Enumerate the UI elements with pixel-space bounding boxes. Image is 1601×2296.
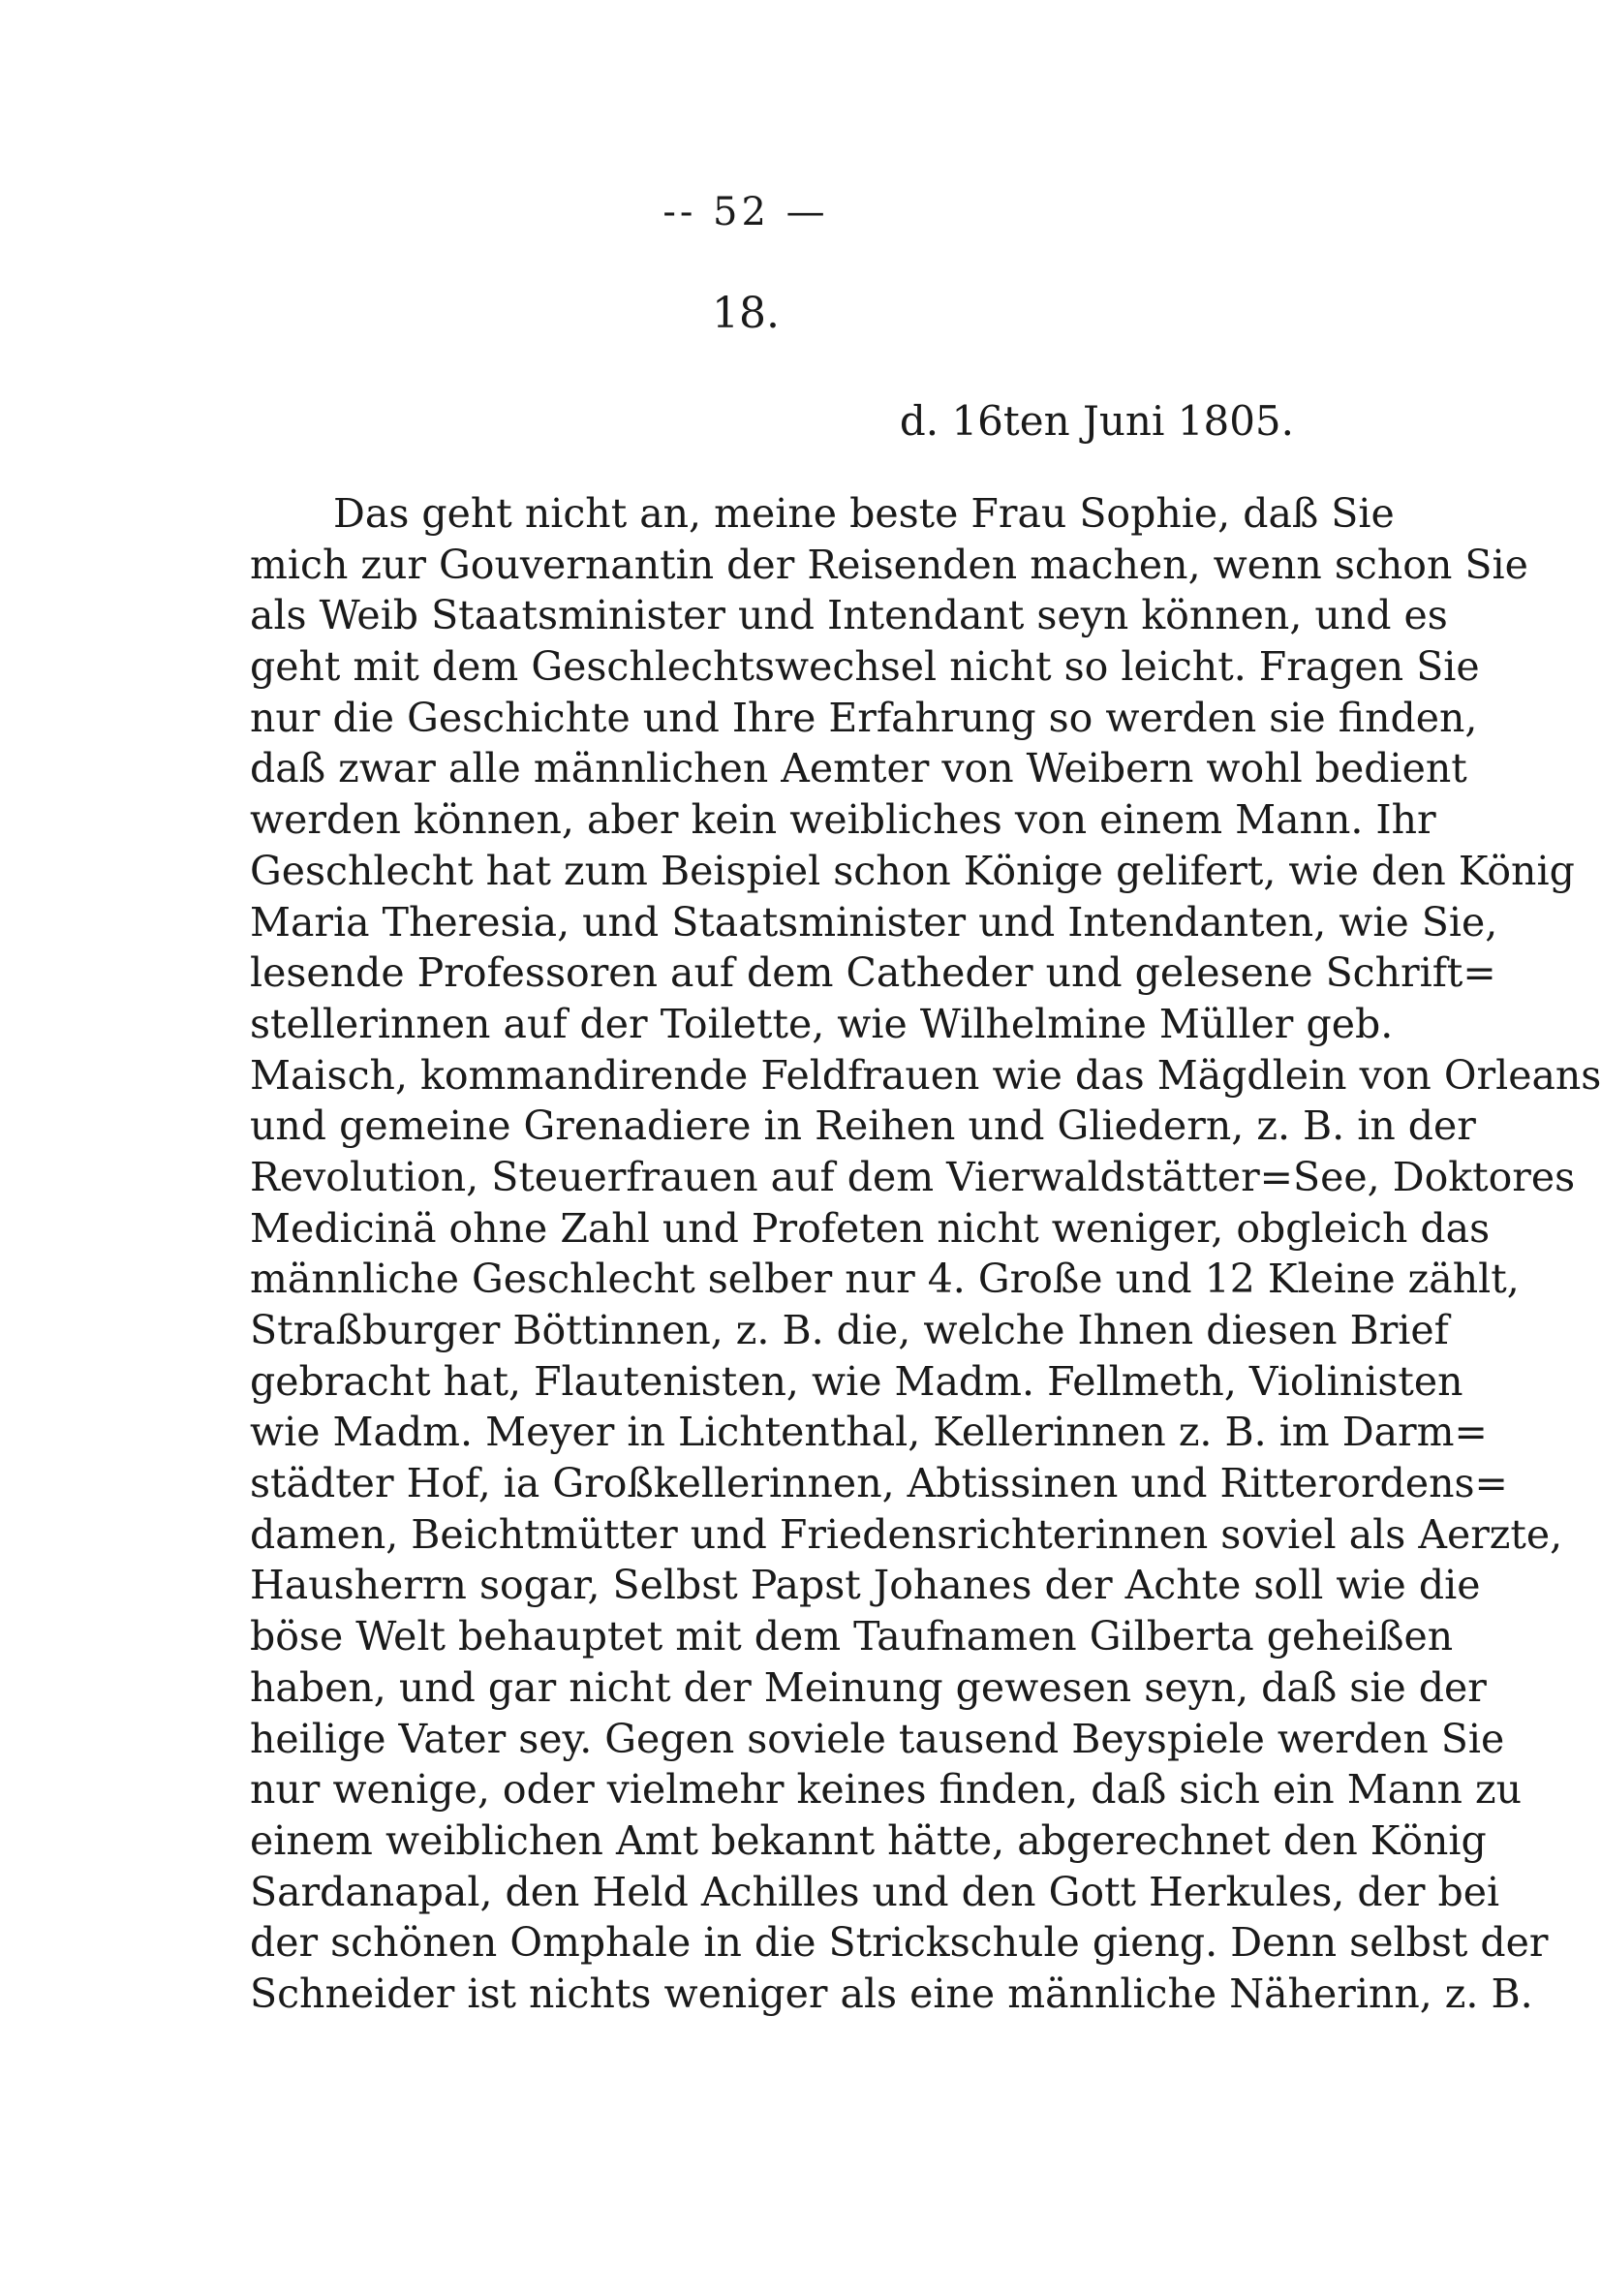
text-line: Medicinä ohne Zahl und Profeten nicht weniger, obgleich das [250,1204,1491,1252]
text-line: Das geht nicht an, meine beste Frau Sophie, daß Sie [333,490,1395,537]
text-line: geht mit dem Geschlechtswechsel nicht so leicht. Fragen Sie [250,643,1480,691]
text-line: und gemeine Grenadiere in Reihen und Gliedern, z. B. in der [250,1102,1476,1150]
text-line: männliche Geschlecht selber nur 4. Große und 12 Kleine zählt, [250,1256,1520,1303]
text-line: gebracht hat, Flautenisten, wie Madm. Fellmeth, Violinisten [250,1357,1463,1405]
text-line: Geschlecht hat zum Beispiel schon Könige gelifert, wie den König [250,847,1575,894]
text-line: städter Hof, ia Großkellerinnen, Abtissinen und Ritterordens= [250,1460,1508,1507]
letter-body [250,488,1601,2020]
text-line: Sardanapal, den Held Achilles und den Gott Herkules, der bei [250,1868,1500,1915]
text-line: Maria Theresia, und Staatsminister und Intendanten, wie Sie, [250,898,1498,946]
text-line: wie Madm. Meyer in Lichtenthal, Kellerinnen z. B. im Darm= [250,1409,1488,1456]
text-line: böse Welt behauptet mit dem Taufnamen Gilberta geheißen [250,1613,1454,1660]
text-line: nur wenige, oder vielmehr keines finden, daß sich ein Mann zu [250,1766,1523,1814]
text-line: Maisch, kommandirende Feldfrauen wie das Mägdlein von Orleans [250,1051,1601,1099]
text-line: stellerinnen auf der Toilette, wie Wilhelmine Müller geb. [250,1000,1394,1047]
text-line: werden können, aber kein weibliches von einem Mann. Ihr [250,796,1436,844]
letter-number: 18. [712,289,780,338]
text-line: daß zwar alle männlichen Aemter von Weibern wohl bedient [250,745,1467,792]
text-line: einem weiblichen Amt bekannt hätte, abgerechnet den König [250,1816,1487,1864]
dateline: d. 16ten Juni 1805. [899,397,1294,445]
text-line: nur die Geschichte und Ihre Erfahrung so werden sie finden, [250,694,1478,741]
text-line: haben, und gar nicht der Meinung gewesen seyn, daß sie der [250,1663,1487,1711]
text-line: heilige Vater sey. Gegen soviele tausend Beyspiele werden Sie [250,1715,1505,1762]
text-line: Revolution, Steuerfrauen auf dem Vierwaldstätter=See, Doktores [250,1153,1576,1200]
text-line: mich zur Gouvernantin der Reisenden machen, wenn schon Sie [250,541,1528,588]
text-line: damen, Beichtmütter und Friedensrichterinnen soviel als Aerzte, [250,1510,1563,1558]
text-line: Schneider ist nichts weniger als eine männliche Näherinn, z. B. [250,1970,1533,2017]
text-line: der schönen Omphale in die Strickschule gieng. Denn selbst der [250,1919,1549,1967]
text-line: als Weib Staatsminister und Intendant seyn können, und es [250,592,1448,639]
text-line: Straßburger Böttinnen, z. B. die, welche Ihnen diesen Brief [250,1307,1449,1353]
text-line: Hausherrn sogar, Selbst Papst Johanes der Achte soll wie die [250,1562,1481,1609]
page-number: -- 52 — [662,190,829,234]
text-line: lesende Professoren auf dem Catheder und gelesene Schrift= [250,949,1496,997]
